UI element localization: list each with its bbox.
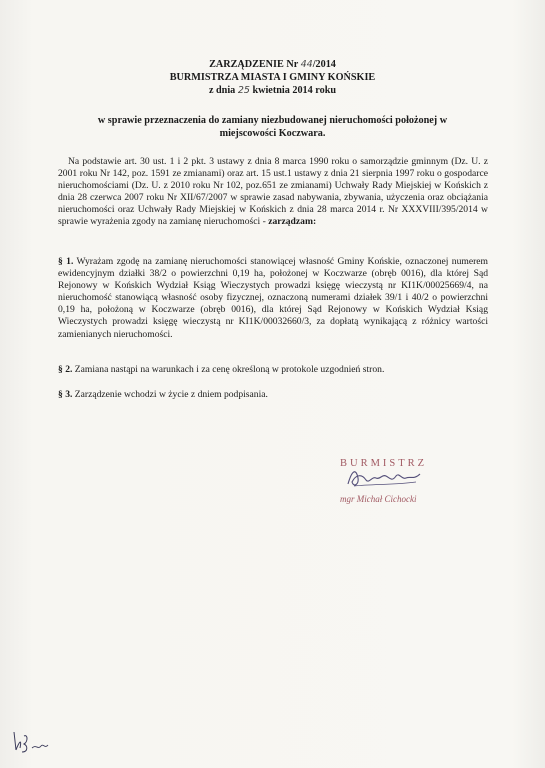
document-header xyxy=(0,58,545,97)
handwritten-signature-icon xyxy=(344,464,424,492)
paragraph-1 xyxy=(58,256,488,341)
handwritten-day: 25 xyxy=(237,85,250,96)
paragraph-3 xyxy=(58,389,488,401)
legal-basis-text: Na podstawie art. 30 ust. 1 i 2 pkt. 3 ustawy z dnia 8 marca 1990 roku o samorządzie gminnym (Dz. U. z 2001 roku Nr 142, poz. 1591 ze zmianami) oraz art. 15 ust.1 ustawy z dnia 21 sierpnia 1997 roku o gospodarce nieruchomościami (Dz. U. z 2010 roku Nr 102, poz.651 ze zmianami) Uchwały Rady Miejskiej w Końskich z dnia 28 czerwca 2007 roku Nr XII/67/2007 w sprawie zasad nabywania, zbywania, użyczenia oraz obciążania nieruchomości oraz Uchwały Rady Miejskiej w Końskich z dnia 28 marca 2014 r. Nr XXXVIII/395/2014 w sprawie wyrażenia zgody na zamianę nieruchomości - xyxy=(58,156,488,228)
paragraph-2-label: § 2. xyxy=(58,364,73,375)
date-suffix: kwietnia 2014 roku xyxy=(249,85,337,96)
handwritten-ordinance-number: 44 xyxy=(300,59,313,70)
stamp-title: BURMISTRZ xyxy=(340,458,428,469)
ordinance-title-prefix: ZARZĄDZENIE Nr xyxy=(209,59,301,70)
corner-initials-icon xyxy=(10,728,52,758)
ordinance-title xyxy=(0,58,545,71)
signature-stamp xyxy=(340,458,470,518)
date-prefix: z dnia xyxy=(208,85,238,96)
subject-line-2: miejscowości Koczwara. xyxy=(219,128,326,139)
stamp-name: mgr Michał Cichocki xyxy=(340,494,417,504)
paragraph-2 xyxy=(58,364,488,376)
paragraph-2-text: Zamiana nastąpi na warunkach i za cenę określoną w protokole uzgodnień stron. xyxy=(72,364,385,375)
subject-line-1: w sprawie przeznaczenia do zamiany niezbudowanej nieruchomości położonej w xyxy=(97,115,448,126)
date-line xyxy=(0,84,545,97)
paragraph-1-label: § 1. xyxy=(58,256,74,267)
document-subject xyxy=(70,114,475,140)
paragraph-3-text: Zarządzenie wchodzi w życie z dniem podpisania. xyxy=(72,389,268,400)
paragraph-1-text: Wyrażam zgodę na zamianę nieruchomości stanowiącej własność Gminy Końskie, oznaczonej numerem ewidencyjnym działki 38/2 o powierzchni 0,19 ha, położonej w Koczwarze (obręb 0016), dla której Sąd Rejonowy w Końskich Wydział Ksiąg Wieczystych prowadzi księgę wieczystą nr KI1K/00025669/4, na nieruchomość stanowiącą własność osoby fizycznej, oznaczoną numerami działek 39/1 i 40/2 o powierzchni 0,19 ha, położoną w Koczwarze (obręb 0016), dla której Sąd Rejonowy w Końskich Wydział Ksiąg Wieczystych prowadzi księgę wieczystą nr KI1K/00032660/3, za dopłatą wynikającą z różnicy wartości zamienianych nieruchomości. xyxy=(58,256,488,340)
legal-basis-paragraph xyxy=(58,156,488,229)
issuer-line: BURMISTRZA MIASTA I GMINY KOŃSKIE xyxy=(169,72,376,83)
paragraph-3-label: § 3. xyxy=(58,389,73,400)
ordinance-title-suffix: /2014 xyxy=(312,59,336,70)
decree-keyword: zarządzam: xyxy=(268,216,317,228)
